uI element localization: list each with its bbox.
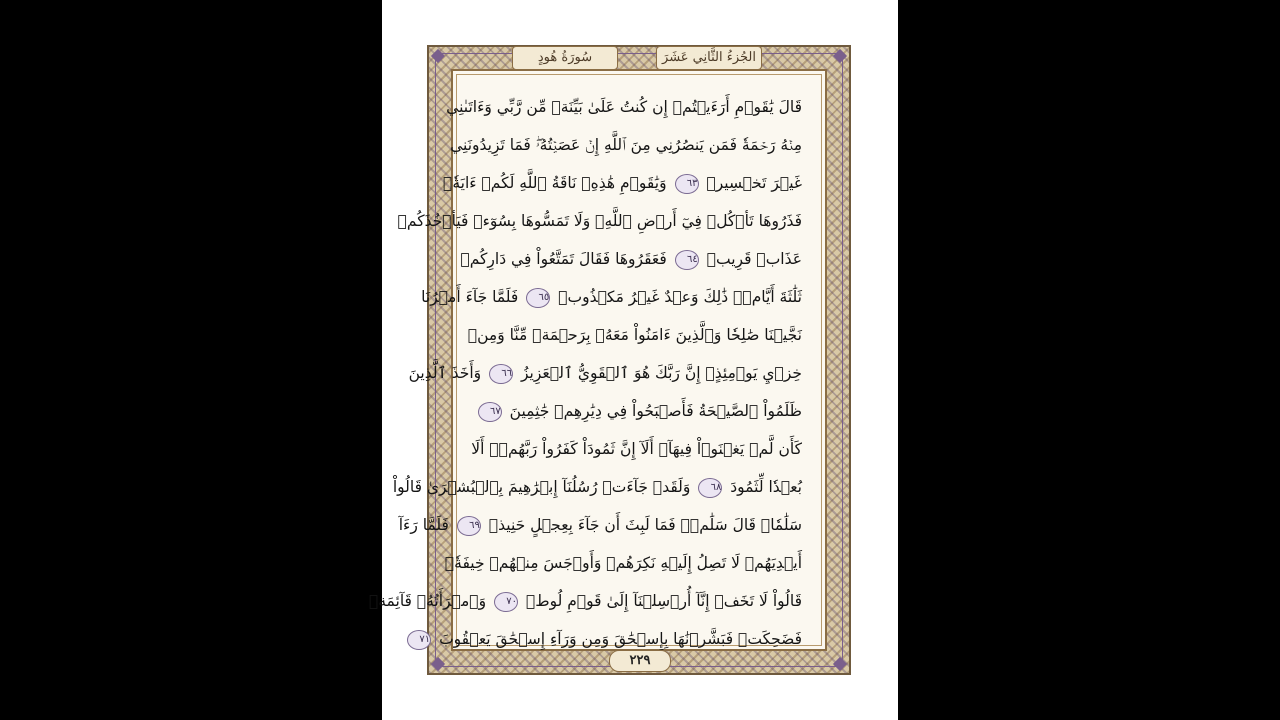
verse-text: وَٱمۡرَأَتُهُۥ قَآئِمَةٞ bbox=[368, 592, 487, 610]
verse-text: غَيۡرَ تَخۡسِيرٖ bbox=[706, 174, 802, 192]
verse-text: سَلَٰمٗاۖ قَالَ سَلَٰمٞۖ فَمَا لَبِثَ أَن جَآءَ بِعِجۡلٍ حَنِيذٖ bbox=[488, 516, 802, 534]
ayah-number-marker: ٦٨ bbox=[698, 478, 722, 498]
verse-text: خِزۡيِ يَوۡمِئِذٍۚ إِنَّ رَبَّكَ هُوَ ٱلۡقَوِيُّ ٱلۡعَزِيزُ bbox=[521, 364, 802, 382]
text-line bbox=[421, 278, 802, 316]
text-line bbox=[444, 544, 802, 582]
verse-text: فَلَمَّا رَءَآ bbox=[398, 516, 449, 534]
ayah-number-marker: ٦٩ bbox=[457, 516, 481, 536]
verse-text: مِنۡهُ رَحۡمَةٗ فَمَن يَنصُرُنِي مِنَ ٱللَّهِ إِنۡ عَصَيۡتُهُۥۖ فَمَا تَزِيدُونَنِي bbox=[450, 136, 802, 154]
mushaf-page bbox=[368, 0, 898, 720]
verse-text: وَأَخَذَ ٱلَّذِينَ bbox=[408, 364, 482, 382]
verse-text: قَالُواْ لَا تَخَفۡ إِنَّآ أُرۡسِلۡنَآ إِلَىٰ قَوۡمِ لُوطٖ bbox=[525, 592, 802, 610]
text-line bbox=[471, 430, 802, 468]
ayah-number-marker: ٦٥ bbox=[526, 288, 550, 308]
ayah-number-marker: ٦٣ bbox=[675, 174, 699, 194]
verse-text: وَلَقَدۡ جَآءَتۡ رُسُلُنَآ إِبۡرَٰهِيمَ بِٱلۡبُشۡرَىٰ قَالُواْ bbox=[392, 478, 691, 496]
quran-text bbox=[368, 88, 802, 658]
text-line bbox=[408, 354, 802, 392]
text-line bbox=[397, 202, 802, 240]
text-line bbox=[446, 88, 802, 126]
text-line bbox=[477, 392, 802, 430]
page-number: ٢٢٩ bbox=[609, 650, 671, 672]
ayah-number-marker: ٧٠ bbox=[494, 592, 518, 612]
verse-text: فَذَرُوهَا تَأۡكُلۡ فِيٓ أَرۡضِ ٱللَّهِۖ وَلَا تَمَسُّوهَا بِسُوٓءٖ فَيَأۡخُذَكُمۡ bbox=[397, 212, 802, 230]
surah-label: سُورَةُ هُودٍ bbox=[512, 46, 618, 70]
text-line bbox=[398, 506, 802, 544]
ayah-number-marker: ٧١ bbox=[407, 630, 431, 650]
verse-text: بُعۡدٗا لِّثَمُودَ bbox=[730, 478, 802, 496]
verse-text: عَذَابٞ قَرِيبٞ bbox=[706, 250, 802, 268]
text-line bbox=[450, 126, 802, 164]
verse-text: كَأَن لَّمۡ يَغۡنَوۡاْ فِيهَآۗ أَلَآ إِنَّ ثَمُودَاْ كَفَرُواْ رَبَّهُمۡۗ أَلَا bbox=[471, 440, 802, 458]
page-header bbox=[432, 46, 846, 70]
verse-text: فَضَحِكَتۡ فَبَشَّرۡنَٰهَا بِإِسۡحَٰقَ وَمِن وَرَآءِ إِسۡحَٰقَ يَعۡقُوبَ bbox=[439, 630, 802, 648]
text-line bbox=[392, 468, 802, 506]
verse-text: فَلَمَّا جَآءَ أَمۡرُنَا bbox=[421, 288, 519, 306]
verse-text: نَجَّيۡنَا صَٰلِحٗا وَٱلَّذِينَ ءَامَنُواْ مَعَهُۥ بِرَحۡمَةٖ مِّنَّا وَمِنۡ bbox=[467, 326, 802, 344]
verse-text: ظَلَمُواْ ٱلصَّيۡحَةُ فَأَصۡبَحُواْ فِي دِيَٰرِهِمۡ جَٰثِمِينَ bbox=[509, 402, 802, 420]
ayah-number-marker: ٦٦ bbox=[489, 364, 513, 384]
text-line bbox=[443, 164, 802, 202]
text-line bbox=[368, 582, 802, 620]
corner-ornament bbox=[833, 657, 847, 671]
juz-label: الجُزءُ الثَّانِي عَشَرَ bbox=[656, 46, 762, 70]
verse-text: قَالَ يَٰقَوۡمِ أَرَءَيۡتُمۡ إِن كُنتُ عَلَىٰ بَيِّنَةٖ مِّن رَّبِّي وَءَاتَىٰنِي bbox=[446, 98, 802, 116]
ayah-number-marker: ٦٧ bbox=[478, 402, 502, 422]
text-line bbox=[467, 316, 802, 354]
verse-text: أَيۡدِيَهُمۡ لَا تَصِلُ إِلَيۡهِ نَكِرَهُمۡ وَأَوۡجَسَ مِنۡهُمۡ خِيفَةٗۚ bbox=[444, 554, 802, 572]
ayah-number-marker: ٦٤ bbox=[675, 250, 699, 270]
verse-text: ثَلَٰثَةَ أَيَّامٖۖ ذَٰلِكَ وَعۡدٌ غَيۡرُ مَكۡذُوبٖ bbox=[558, 288, 802, 306]
text-line bbox=[460, 240, 802, 278]
corner-ornament bbox=[431, 657, 445, 671]
verse-text: وَيَٰقَوۡمِ هَٰذِهِۦ نَاقَةُ ٱللَّهِ لَكُمۡ ءَايَةٗۖ bbox=[443, 174, 667, 192]
verse-text: فَعَقَرُوهَا فَقَالَ تَمَتَّعُواْ فِي دَارِكُمۡ bbox=[460, 250, 667, 268]
